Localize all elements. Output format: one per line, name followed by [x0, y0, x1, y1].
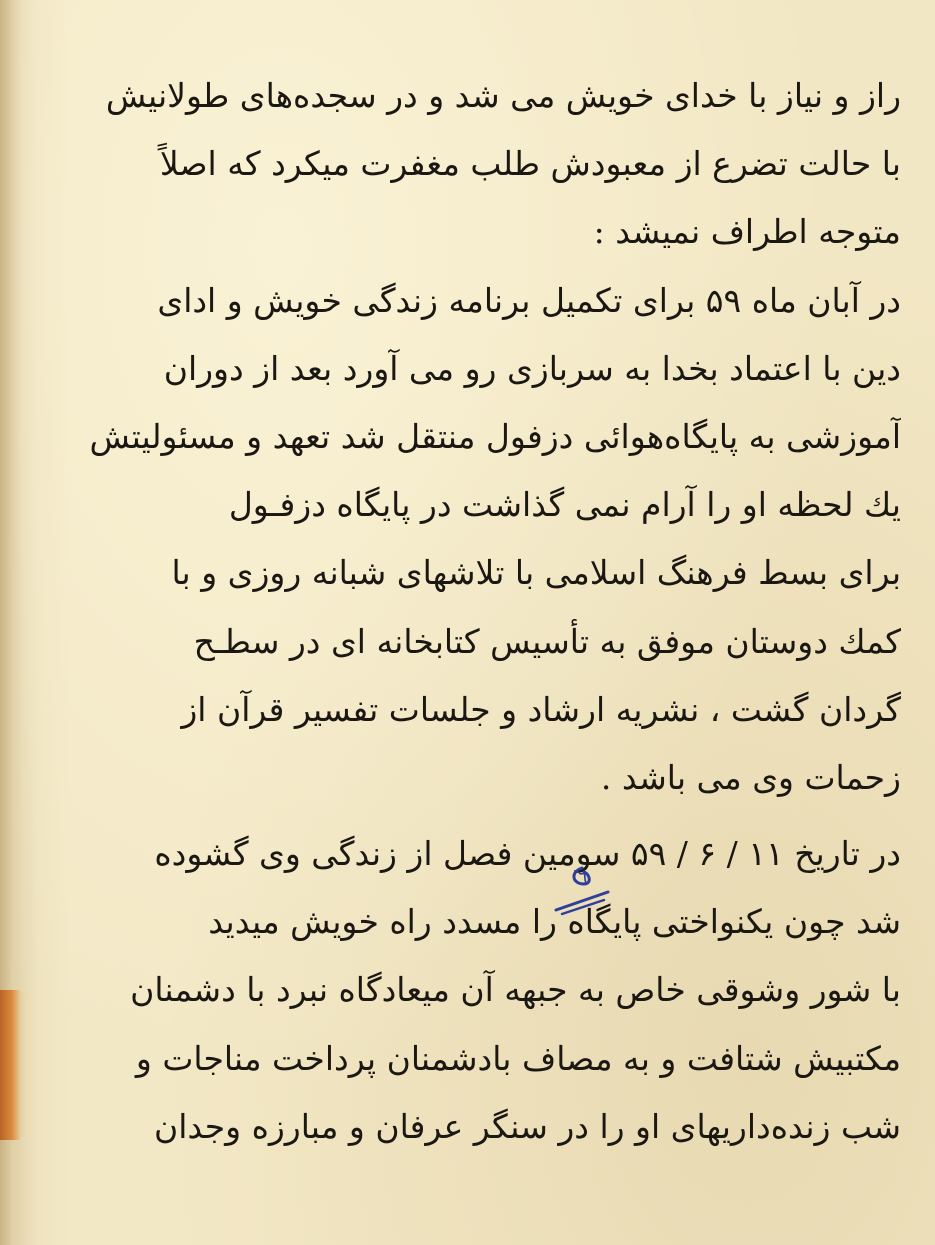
text-line-10: گردان گشت ، نشریه ارشاد و جلسات تفسیر قرآن از: [181, 689, 901, 729]
handwritten-correction-mark: [548, 862, 618, 918]
persian-text-block: [41, 62, 901, 1161]
text-line-8: برای بسط فرهنگ اسلامی با تلاشهای شبانه روزی و با: [171, 553, 901, 593]
text-line-11: زحمات وی می باشد .: [600, 757, 901, 797]
text-line-13: شد چون یکنواختی پایگاه را مسدد راه خویش میدید: [208, 902, 901, 942]
text-line-12: در تاریخ ۱۱ / ۶ / ۵۹ سومین فصل از زندگی وی گشوده: [154, 834, 901, 874]
text-line-14: با شور وشوقی خاص به جبهه آن میعادگاه نبرد با دشمنان: [130, 970, 901, 1010]
text-line-3: متوجه اطراف نمیشد :: [593, 212, 901, 252]
text-line-4: در آبان ماه ۵۹ برای تکمیل برنامه زندگی خویش و ادای: [157, 280, 901, 320]
text-line-6: آموزشی به پایگاه‌هوائی دزفول منتقل شد تعهد و مسئولیتش: [89, 416, 901, 456]
text-line-15: مکتبیش شتافت و به مصاف بادشمنان پرداخت مناجات و: [135, 1038, 901, 1078]
page-edge-tab: [0, 990, 26, 1140]
text-line-1: راز و نیاز با خدای خویش می شد و در سجده‌های طولانیش: [105, 76, 901, 115]
text-line-16: شب زنده‌داریهای او را در سنگر عرفان و مبارزه وجدان: [154, 1106, 901, 1146]
handwritten-correction-text: ٦: [578, 868, 588, 889]
text-line-2: با حالت تضرع از معبودش طلب مغفرت میکرد که اصلاً: [159, 144, 901, 184]
text-line-9: کمك دوستان موفق به تأسیس کتابخانه ای در سطـح: [193, 621, 901, 661]
text-line-7: یك لحظه او را آرام نمی گذاشت در پایگاه دزفـول: [228, 485, 901, 525]
text-line-5: دین با اعتماد بخدا به سربازی رو می آورد بعد از دوران: [163, 348, 901, 388]
